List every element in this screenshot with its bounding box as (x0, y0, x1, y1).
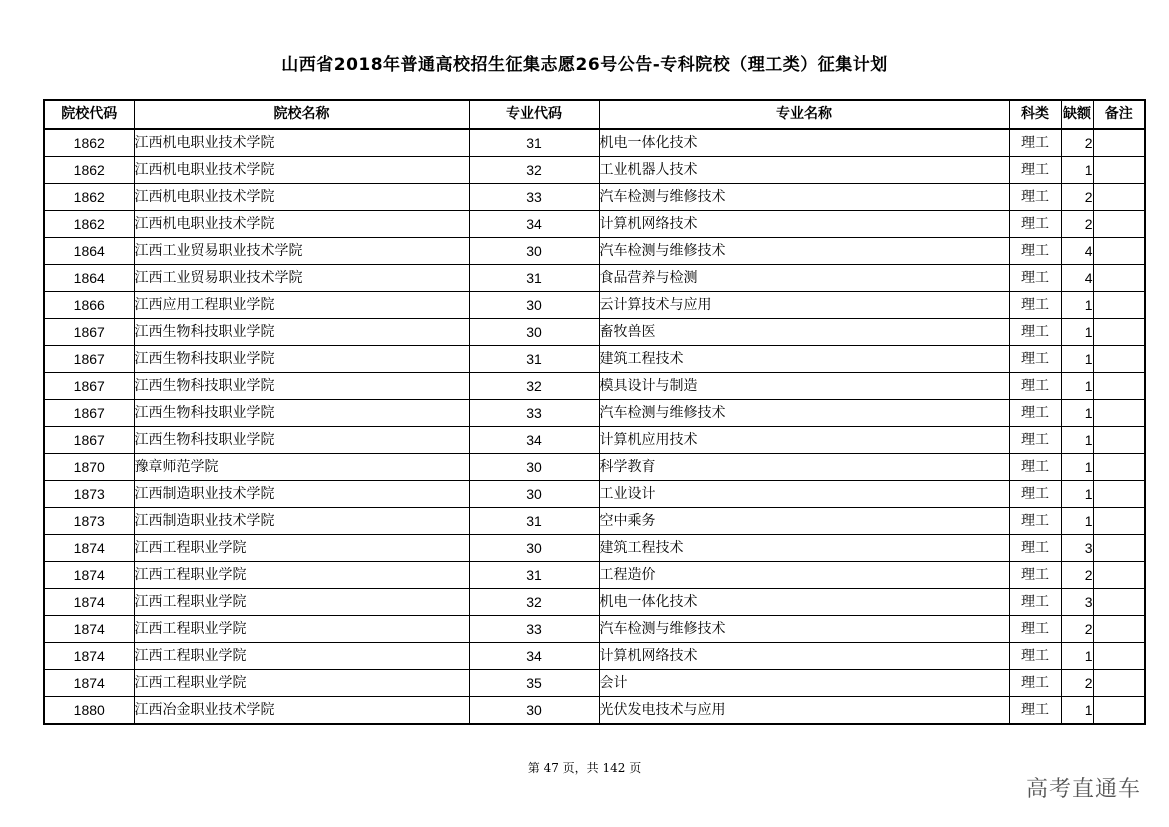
cell-vacancies: 1 (1061, 427, 1093, 454)
cell-vacancies: 4 (1061, 265, 1093, 292)
table-row (44, 670, 1145, 697)
cell-vacancies: 2 (1061, 184, 1093, 211)
cell-category: 理工 (1009, 346, 1061, 373)
cell-major-code: 30 (469, 535, 599, 562)
cell-school-name: 江西生物科技职业学院 (134, 346, 469, 373)
cell-school-code: 1880 (44, 697, 134, 725)
table-row (44, 535, 1145, 562)
cell-major-name: 机电一体化技术 (599, 589, 1009, 616)
cell-school-name: 江西工程职业学院 (134, 670, 469, 697)
cell-school-code: 1870 (44, 454, 134, 481)
cell-school-name: 江西制造职业技术学院 (134, 481, 469, 508)
cell-school-name: 江西生物科技职业学院 (134, 319, 469, 346)
cell-school-name: 江西工业贸易职业技术学院 (134, 238, 469, 265)
cell-remarks (1093, 643, 1145, 670)
cell-vacancies: 1 (1061, 400, 1093, 427)
table-row (44, 373, 1145, 400)
cell-category: 理工 (1009, 427, 1061, 454)
cell-remarks (1093, 697, 1145, 725)
header-major-name: 专业名称 (599, 100, 1009, 129)
cell-major-name: 计算机网络技术 (599, 211, 1009, 238)
cell-remarks (1093, 265, 1145, 292)
header-major-code: 专业代码 (469, 100, 599, 129)
table-row (44, 265, 1145, 292)
cell-major-name: 汽车检测与维修技术 (599, 184, 1009, 211)
cell-school-name: 江西机电职业技术学院 (134, 129, 469, 157)
cell-major-code: 33 (469, 400, 599, 427)
cell-remarks (1093, 373, 1145, 400)
cell-school-name: 江西工业贸易职业技术学院 (134, 265, 469, 292)
table-row (44, 427, 1145, 454)
cell-remarks (1093, 616, 1145, 643)
cell-school-code: 1867 (44, 346, 134, 373)
cell-major-name: 机电一体化技术 (599, 129, 1009, 157)
cell-school-code: 1862 (44, 211, 134, 238)
cell-vacancies: 4 (1061, 238, 1093, 265)
cell-school-name: 江西工程职业学院 (134, 616, 469, 643)
cell-school-code: 1864 (44, 238, 134, 265)
cell-school-code: 1867 (44, 427, 134, 454)
cell-remarks (1093, 184, 1145, 211)
cell-school-name: 江西机电职业技术学院 (134, 157, 469, 184)
cell-major-name: 汽车检测与维修技术 (599, 400, 1009, 427)
cell-school-name: 江西生物科技职业学院 (134, 427, 469, 454)
cell-major-name: 光伏发电技术与应用 (599, 697, 1009, 725)
cell-remarks (1093, 157, 1145, 184)
cell-category: 理工 (1009, 481, 1061, 508)
cell-remarks (1093, 562, 1145, 589)
cell-major-name: 模具设计与制造 (599, 373, 1009, 400)
cell-school-code: 1874 (44, 562, 134, 589)
cell-school-name: 江西生物科技职业学院 (134, 400, 469, 427)
cell-major-name: 计算机应用技术 (599, 427, 1009, 454)
cell-major-name: 食品营养与检测 (599, 265, 1009, 292)
cell-remarks (1093, 400, 1145, 427)
cell-vacancies: 3 (1061, 535, 1093, 562)
table-row (44, 129, 1145, 157)
cell-category: 理工 (1009, 535, 1061, 562)
cell-category: 理工 (1009, 184, 1061, 211)
table-row (44, 184, 1145, 211)
cell-major-code: 31 (469, 346, 599, 373)
cell-school-name: 江西冶金职业技术学院 (134, 697, 469, 725)
cell-school-name: 江西工程职业学院 (134, 589, 469, 616)
header-remarks: 备注 (1093, 100, 1145, 129)
cell-major-code: 30 (469, 292, 599, 319)
cell-major-name: 会计 (599, 670, 1009, 697)
cell-school-code: 1874 (44, 643, 134, 670)
cell-school-code: 1874 (44, 535, 134, 562)
cell-major-code: 31 (469, 508, 599, 535)
cell-major-name: 汽车检测与维修技术 (599, 238, 1009, 265)
cell-school-code: 1866 (44, 292, 134, 319)
cell-school-code: 1862 (44, 184, 134, 211)
cell-remarks (1093, 292, 1145, 319)
cell-vacancies: 2 (1061, 616, 1093, 643)
cell-remarks (1093, 238, 1145, 265)
cell-vacancies: 1 (1061, 454, 1093, 481)
cell-major-code: 34 (469, 211, 599, 238)
table-row (44, 319, 1145, 346)
cell-major-name: 工业机器人技术 (599, 157, 1009, 184)
table-row (44, 697, 1145, 725)
cell-remarks (1093, 589, 1145, 616)
cell-school-name: 江西制造职业技术学院 (134, 508, 469, 535)
cell-school-code: 1874 (44, 616, 134, 643)
cell-school-name: 江西机电职业技术学院 (134, 184, 469, 211)
cell-school-name: 江西工程职业学院 (134, 535, 469, 562)
cell-category: 理工 (1009, 643, 1061, 670)
cell-major-name: 科学教育 (599, 454, 1009, 481)
cell-school-code: 1867 (44, 319, 134, 346)
cell-school-code: 1864 (44, 265, 134, 292)
cell-remarks (1093, 508, 1145, 535)
cell-major-code: 35 (469, 670, 599, 697)
cell-remarks (1093, 129, 1145, 157)
cell-major-code: 31 (469, 265, 599, 292)
page-indicator: 第 47 页，共 142 页 (527, 761, 642, 775)
table-row (44, 346, 1145, 373)
table-header-row (44, 100, 1145, 129)
cell-category: 理工 (1009, 157, 1061, 184)
cell-school-code: 1867 (44, 373, 134, 400)
cell-major-name: 工程造价 (599, 562, 1009, 589)
cell-remarks (1093, 211, 1145, 238)
header-school-name: 院校名称 (134, 100, 469, 129)
cell-vacancies: 1 (1061, 481, 1093, 508)
table-row (44, 481, 1145, 508)
cell-category: 理工 (1009, 616, 1061, 643)
cell-school-name: 江西机电职业技术学院 (134, 211, 469, 238)
cell-school-code: 1867 (44, 400, 134, 427)
cell-vacancies: 1 (1061, 643, 1093, 670)
cell-school-code: 1874 (44, 670, 134, 697)
table-row (44, 238, 1145, 265)
cell-major-code: 30 (469, 319, 599, 346)
cell-vacancies: 2 (1061, 211, 1093, 238)
cell-category: 理工 (1009, 508, 1061, 535)
cell-remarks (1093, 535, 1145, 562)
cell-school-name: 江西应用工程职业学院 (134, 292, 469, 319)
cell-major-code: 32 (469, 157, 599, 184)
page-title: 山西省2018年普通高校招生征集志愿26号公告-专科院校（理工类）征集计划 (281, 55, 888, 75)
cell-major-code: 34 (469, 643, 599, 670)
cell-major-code: 32 (469, 589, 599, 616)
cell-school-code: 1862 (44, 129, 134, 157)
cell-category: 理工 (1009, 319, 1061, 346)
cell-major-name: 空中乘务 (599, 508, 1009, 535)
cell-vacancies: 2 (1061, 670, 1093, 697)
cell-major-code: 30 (469, 481, 599, 508)
cell-major-code: 33 (469, 184, 599, 211)
cell-major-name: 建筑工程技术 (599, 535, 1009, 562)
cell-category: 理工 (1009, 562, 1061, 589)
cell-category: 理工 (1009, 265, 1061, 292)
header-school-code: 院校代码 (44, 100, 134, 129)
cell-remarks (1093, 454, 1145, 481)
header-vacancies: 缺额 (1061, 100, 1093, 129)
cell-major-code: 32 (469, 373, 599, 400)
table-row (44, 643, 1145, 670)
cell-vacancies: 1 (1061, 697, 1093, 725)
cell-school-code: 1873 (44, 508, 134, 535)
cell-category: 理工 (1009, 292, 1061, 319)
cell-vacancies: 1 (1061, 319, 1093, 346)
cell-major-name: 汽车检测与维修技术 (599, 616, 1009, 643)
cell-vacancies: 2 (1061, 129, 1093, 157)
cell-major-code: 30 (469, 238, 599, 265)
cell-category: 理工 (1009, 697, 1061, 725)
cell-vacancies: 1 (1061, 508, 1093, 535)
cell-category: 理工 (1009, 589, 1061, 616)
cell-school-code: 1862 (44, 157, 134, 184)
table-row (44, 157, 1145, 184)
cell-school-name: 江西工程职业学院 (134, 562, 469, 589)
cell-school-name: 豫章师范学院 (134, 454, 469, 481)
cell-vacancies: 1 (1061, 292, 1093, 319)
cell-major-code: 33 (469, 616, 599, 643)
cell-vacancies: 1 (1061, 157, 1093, 184)
cell-school-name: 江西生物科技职业学院 (134, 373, 469, 400)
cell-vacancies: 2 (1061, 562, 1093, 589)
table-row (44, 292, 1145, 319)
cell-category: 理工 (1009, 373, 1061, 400)
cell-remarks (1093, 670, 1145, 697)
cell-remarks (1093, 346, 1145, 373)
table-row (44, 454, 1145, 481)
cell-major-code: 30 (469, 454, 599, 481)
cell-category: 理工 (1009, 238, 1061, 265)
cell-major-name: 工业设计 (599, 481, 1009, 508)
cell-remarks (1093, 481, 1145, 508)
cell-category: 理工 (1009, 670, 1061, 697)
cell-vacancies: 1 (1061, 346, 1093, 373)
cell-major-name: 云计算技术与应用 (599, 292, 1009, 319)
table-row (44, 589, 1145, 616)
cell-major-code: 30 (469, 697, 599, 725)
cell-major-name: 建筑工程技术 (599, 346, 1009, 373)
cell-major-code: 31 (469, 129, 599, 157)
cell-school-name: 江西工程职业学院 (134, 643, 469, 670)
cell-school-code: 1874 (44, 589, 134, 616)
cell-school-code: 1873 (44, 481, 134, 508)
watermark-logo-text: 高考直通车 (1025, 777, 1141, 802)
cell-vacancies: 1 (1061, 373, 1093, 400)
cell-category: 理工 (1009, 129, 1061, 157)
cell-category: 理工 (1009, 400, 1061, 427)
cell-category: 理工 (1009, 211, 1061, 238)
table-row (44, 616, 1145, 643)
table-row (44, 562, 1145, 589)
table-row (44, 508, 1145, 535)
cell-category: 理工 (1009, 454, 1061, 481)
cell-major-code: 31 (469, 562, 599, 589)
admission-plan-table (43, 99, 1146, 725)
cell-major-name: 计算机网络技术 (599, 643, 1009, 670)
cell-remarks (1093, 319, 1145, 346)
table-row (44, 211, 1145, 238)
cell-major-code: 34 (469, 427, 599, 454)
table-row (44, 400, 1145, 427)
header-category: 科类 (1009, 100, 1061, 129)
cell-vacancies: 3 (1061, 589, 1093, 616)
cell-major-name: 畜牧兽医 (599, 319, 1009, 346)
cell-remarks (1093, 427, 1145, 454)
